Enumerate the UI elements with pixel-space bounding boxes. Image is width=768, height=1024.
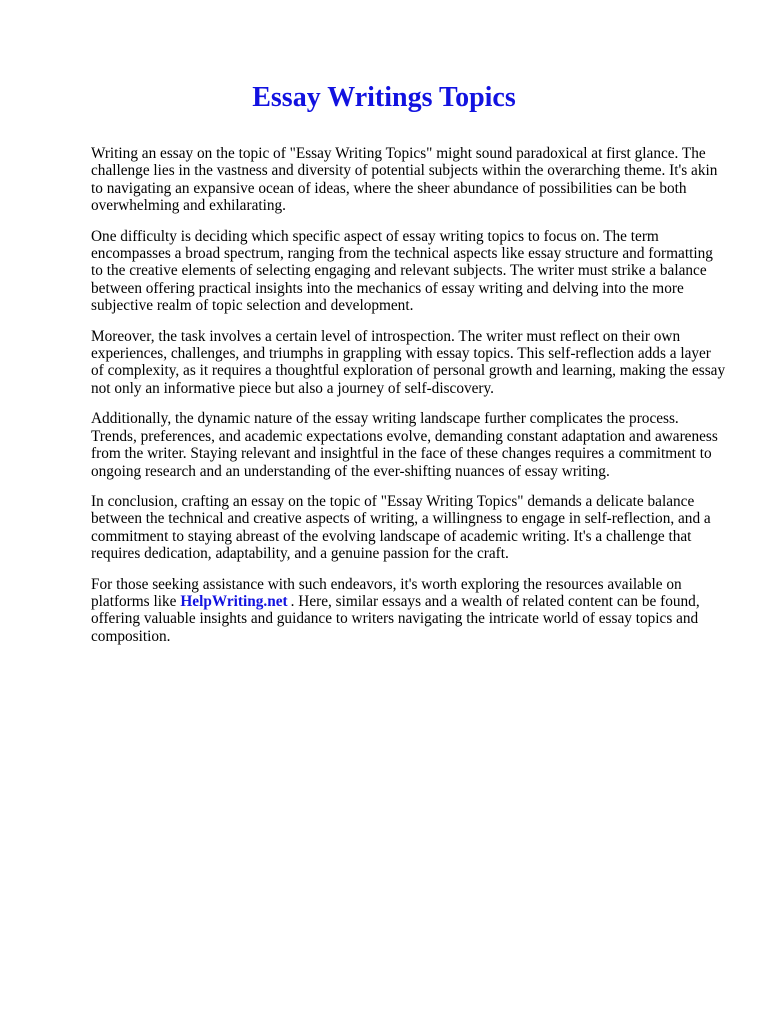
helpwriting-link[interactable]: HelpWriting.net [180, 592, 288, 610]
resources-text-before-link: For those seeking assistance with such endeavors, it's worth exploring the resources available on platforms like [91, 575, 682, 610]
paragraph-conclusion: In conclusion, crafting an essay on the topic of "Essay Writing Topics" demands a delicate balance between the technical and creative aspects of writing, a willingness to engage in self-reflection, and a commitment to staying abreast of the evolving landscape of academic writing. It's a challenge that requires dedication, adaptability, and a genuine passion for the craft. [91, 492, 711, 563]
paragraph-difficulty: One difficulty is deciding which specific aspect of essay writing topics to focus on. The term encompasses a broad spectrum, ranging from the technical aspects like essay structure and formatting to the creative elements of selecting engaging and relevant subjects. The writer must strike a balance between offering practical insights into the mechanics of essay writing and delving into the more subjective realm of topic selection and development. [91, 227, 713, 315]
paragraph-intro: Writing an essay on the topic of "Essay Writing Topics" might sound paradoxical at first glance. The challenge lies in the vastness and diversity of potential subjects within the overarching theme. It's akin to navigating an expansive ocean of ideas, where the sheer abundance of possibilities can be both overwhelming and exhilarating. [91, 145, 718, 215]
paragraph-introspection: Moreover, the task involves a certain level of introspection. The writer must reflect on their own experiences, challenges, and triumphs in grappling with essay topics. This self-reflection adds a layer of complexity, as it requires a thoughtful exploration of personal growth and learning, making the essay not only an informative piece but also a journey of self-discovery. [91, 327, 726, 397]
document-body [91, 145, 727, 658]
document-title: Essay Writings Topics [252, 82, 516, 113]
resources-text-after-link: . Here, similar essays and a wealth of related content can be found, offering valuable insights and guidance to writers navigating the intricate world of essay topics and composition. [91, 592, 700, 645]
paragraph-resources [91, 576, 727, 646]
paragraph-dynamic-nature: Additionally, the dynamic nature of the essay writing landscape further complicates the process. Trends, preferences, and academic expectations evolve, demanding constant adaptation and awareness from the writer. Staying relevant and insightful in the face of these changes requires a commitment to ongoing research and an understanding of the ever-shifting nuances of essay writing. [91, 410, 718, 480]
